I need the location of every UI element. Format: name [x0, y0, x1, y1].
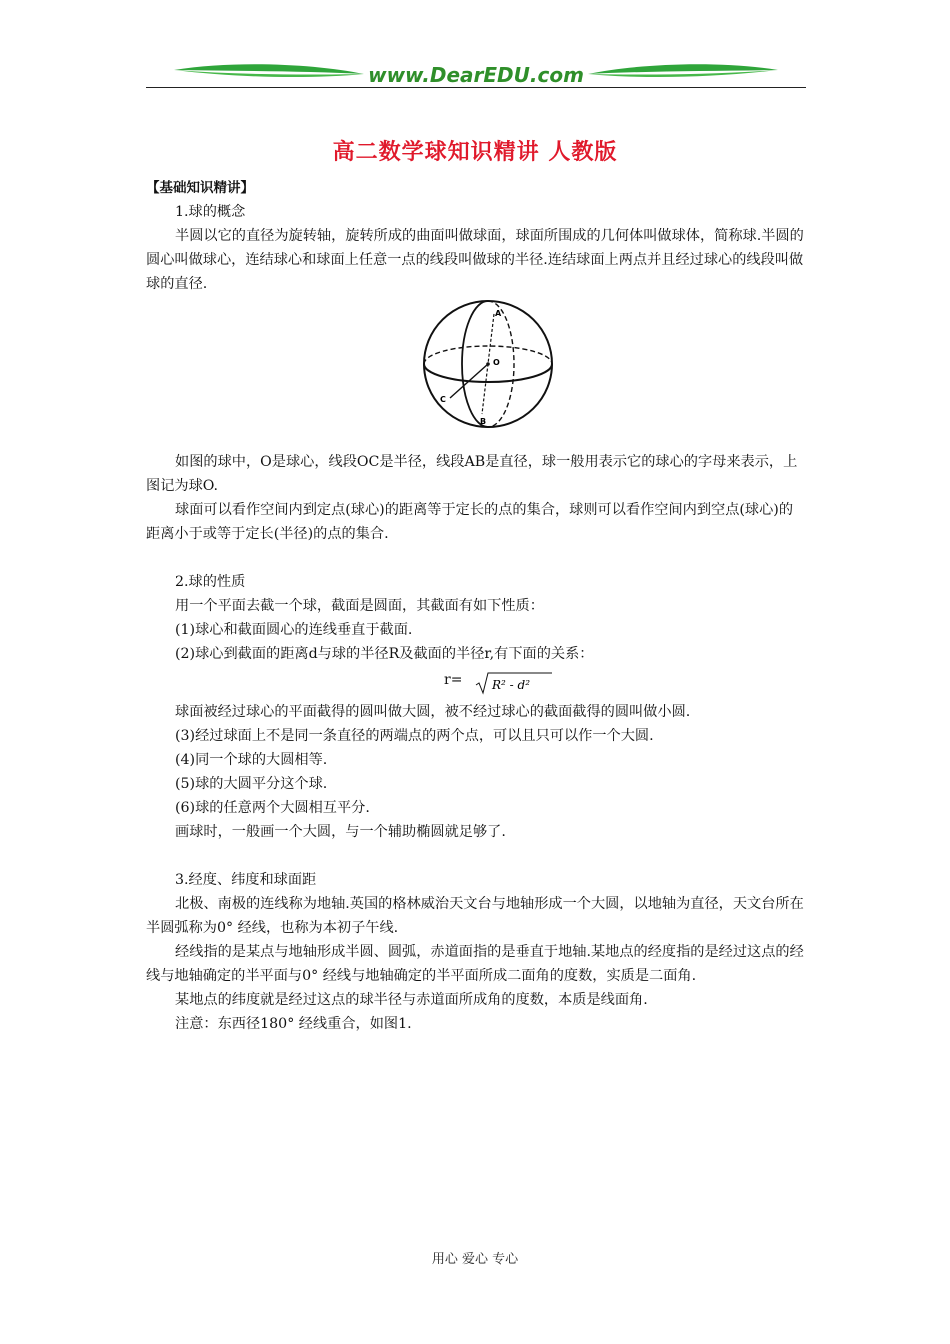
sphere-diagram: [420, 298, 560, 434]
section-1-paragraph-2: 如图的球中，O是球心，线段OC是半径，线段AB是直径，球一般用表示它的球心的字母来表示，上图记为球O.: [146, 454, 798, 494]
drawing-note: 画球时，一般画一个大圆，与一个辅助椭圆就足够了.: [175, 824, 506, 840]
section-2-intro: 用一个平面去截一个球，截面是圆面，其截面有如下性质：: [175, 598, 544, 614]
point-label-b: B: [480, 417, 487, 426]
point-label-c: C: [440, 395, 446, 404]
property-6: (6)球的任意两个大圆相互平分.: [175, 800, 370, 816]
logo-text: www.DearEDU.com: [368, 63, 584, 87]
sqrt-radicand: R² - d²: [492, 678, 531, 692]
section-2-heading: 2.球的性质: [175, 574, 246, 590]
section-3-paragraph-2: 经线指的是某点与地轴形成半圆、圆弧，赤道面指的是垂直于地轴.某地点的经度指的是经过这点的经线与地轴确定的半平面与0° 经线与地轴确定的半平面所成二面角的度数，实质是二面角.: [146, 944, 804, 984]
property-5: (5)球的大圆平分这个球.: [175, 776, 328, 792]
section-1-paragraph-3: 球面可以看作空间内到定点(球心)的距离等于定长的点的集合，球则可以看作空间内到空点(球心)的距离小于或等于定长(半径)的点的集合.: [146, 502, 794, 542]
property-1: (1)球心和截面圆心的连线垂直于截面.: [175, 622, 413, 638]
formula-lhs: r=: [444, 672, 463, 688]
sqrt-expression: [474, 670, 554, 696]
section-3-note: 注意：东西径180° 经线重合，如图1.: [175, 1016, 412, 1032]
document-body: [146, 176, 806, 1036]
point-label-a: A: [495, 309, 502, 318]
property-2: (2)球心到截面的距离d与球的半径R及截面的半径r,有下面的关系：: [175, 646, 594, 662]
section-3-heading: 3.经度、纬度和球面距: [175, 872, 317, 888]
property-4: (4)同一个球的大圆相等.: [175, 752, 328, 768]
point-label-o: O: [493, 358, 500, 367]
sphere-figure: [146, 298, 806, 438]
radius-formula: [146, 666, 806, 700]
header-rule: [146, 87, 806, 88]
section-1-paragraph-1: 半圆以它的直径为旋转轴，旋转所成的曲面叫做球面，球面所围成的几何体叫做球体，简称球.半圆的圆心叫做球心，连结球心和球面上任意一点的线段叫做球的半径.连结球面上两点并且经过球心的线段叫做球的直径.: [146, 228, 804, 292]
page-footer: 用心 爱心 专心: [431, 1252, 519, 1267]
section-tag: 【基础知识精讲】: [146, 180, 254, 196]
great-circle-definition: 球面被经过球心的平面截得的圆叫做大圆，被不经过球心的截面截得的圆叫做小圆.: [175, 704, 691, 720]
section-1-heading: 1.球的概念: [175, 204, 246, 220]
document-title: 高二数学球知识精讲 人教版: [332, 139, 618, 165]
section-3-paragraph-1: 北极、南极的连线称为地轴.英国的格林威治天文台与地轴形成一个大圆，以地轴为直径，天文台所在半圆弧称为0° 经线，也称为本初子午线.: [146, 896, 804, 936]
section-3-paragraph-3: 某地点的纬度就是经过这点的球半径与赤道面所成角的度数，本质是线面角.: [175, 992, 648, 1008]
property-3: (3)经过球面上不是同一条直径的两端点的两个点，可以且只可以作一个大圆.: [175, 728, 654, 744]
